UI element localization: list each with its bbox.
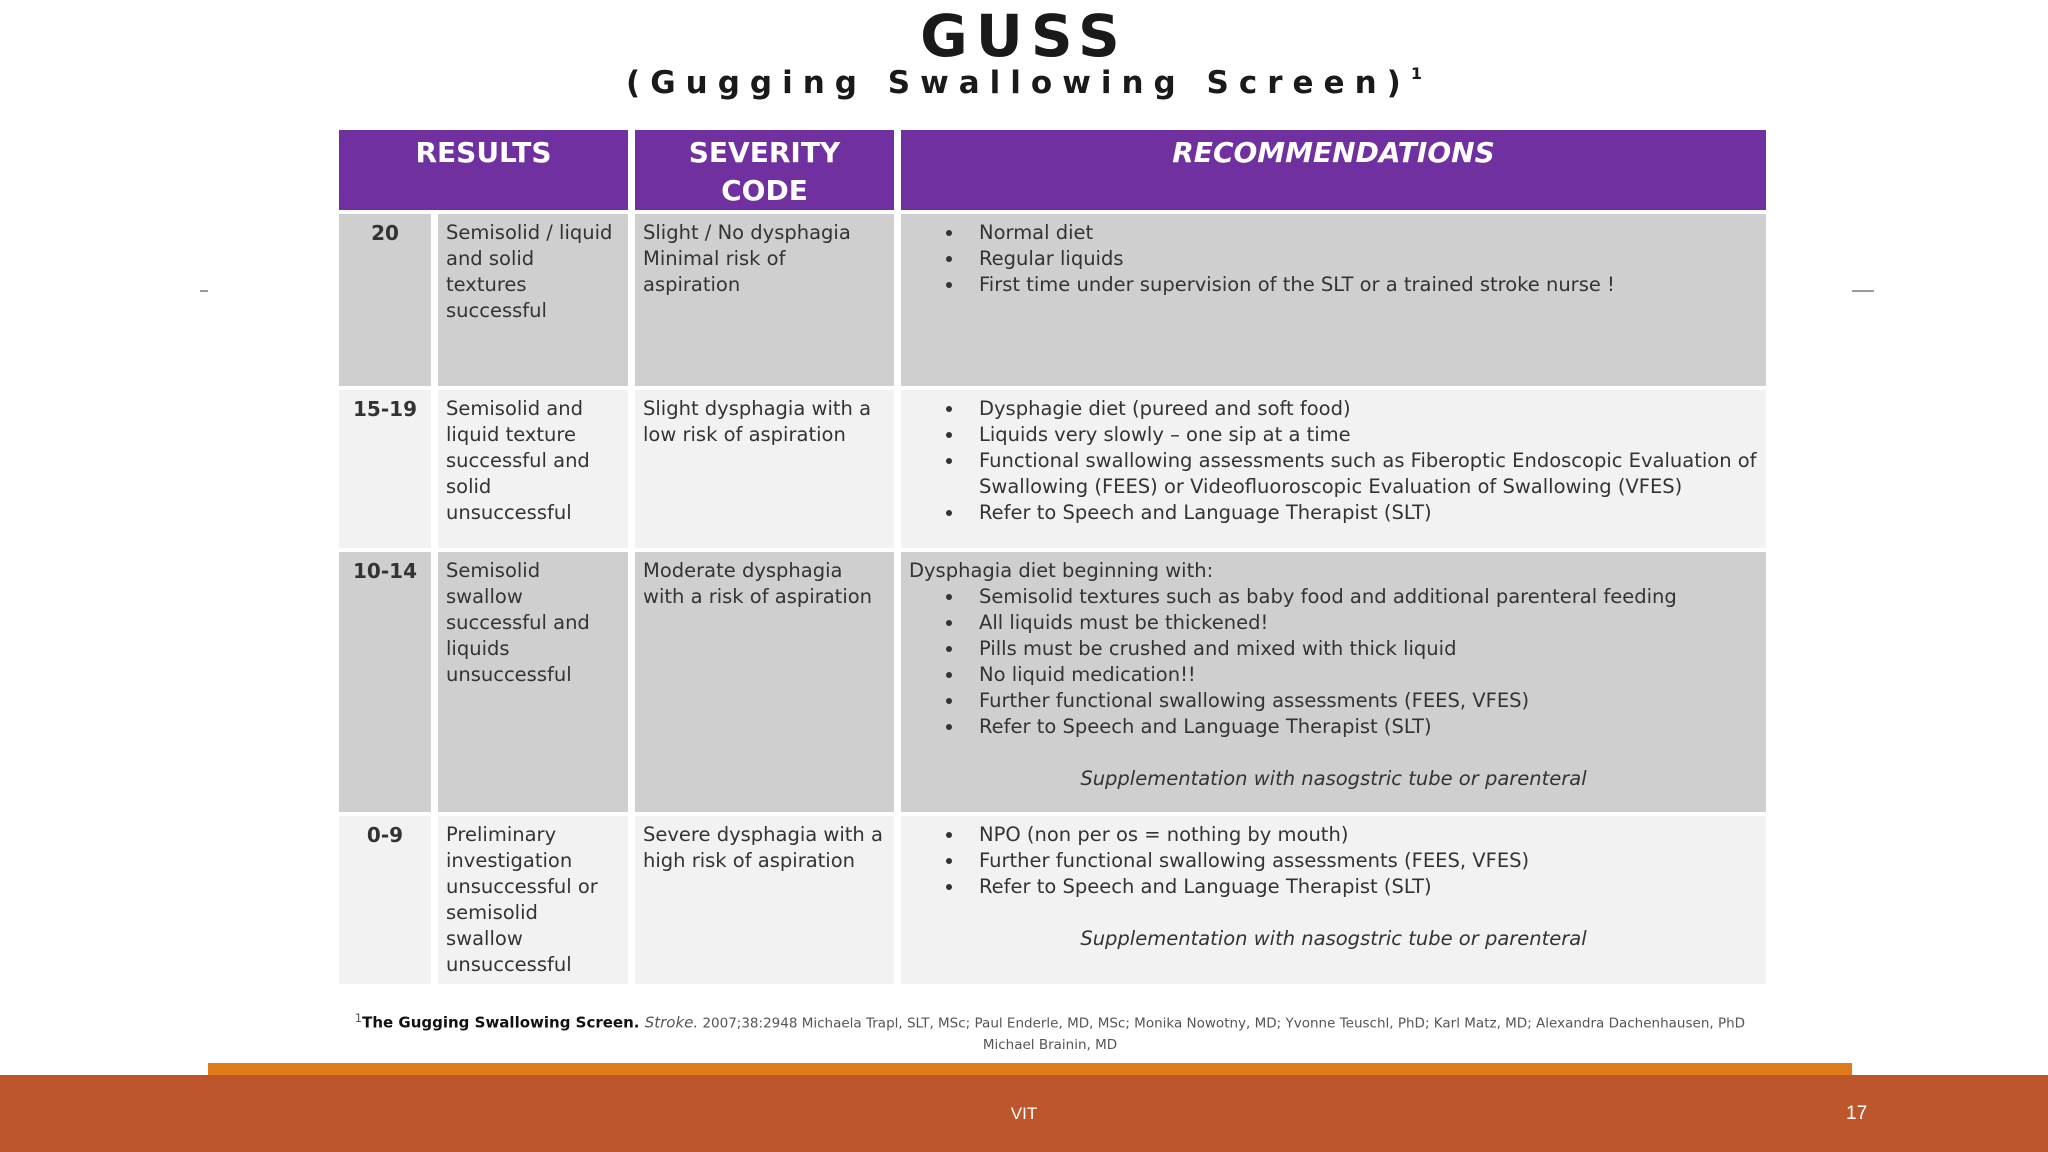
list-item: Refer to Speech and Language Therapist (SLT)	[909, 714, 1758, 740]
page-number: 17	[1846, 1103, 1868, 1124]
row-severity: Moderate dysphagia with a risk of aspiration	[635, 552, 894, 812]
list-item: All liquids must be thickened!	[909, 610, 1758, 636]
guss-table	[332, 126, 1773, 988]
recommendation-note: Supplementation with nasogstric tube or parenteral	[1080, 927, 1587, 950]
citation-footnote: $^1$The Gugging Swallowing Screen. Stroke. 2007;38:2948 Michaela Trapl, SLT, MSc; Paul Enderle, MD, MSc; Monika Nowotny, MD; Yvonne Teuschl, PhD; Karl Matz, MD; Alexandra Dachenhausen, PhD Michael Brainin, MD	[354, 1012, 1746, 1053]
row-result: Semisolid swallow successful and liquids unsuccessful	[438, 552, 628, 812]
table-header-row	[339, 130, 1766, 210]
table-row	[339, 214, 1766, 386]
list-item: Further functional swallowing assessments (FEES, VFES)	[909, 848, 1758, 874]
slide-subtitle	[0, 64, 2048, 101]
list-item: Pills must be crushed and mixed with thick liquid	[909, 636, 1758, 662]
list-item: Normal diet	[909, 220, 1758, 246]
list-item: Semisolid textures such as baby food and additional parenteral feeding	[909, 584, 1758, 610]
table-row	[339, 816, 1766, 984]
recommendation-list	[909, 584, 1758, 740]
list-item: Liquids very slowly – one sip at a time	[909, 422, 1758, 448]
row-result: Semisolid and liquid texture successful and solid unsuccessful	[438, 390, 628, 548]
footnote-citation: 2007;38:2948 Michaela Trapl, SLT, MSc; Paul Enderle, MD, MSc; Monika Nowotny, MD; Yvonne Teuschl, PhD; Karl Matz, MD; Alexandra Dachenhausen, PhD Michael Brainin, MD	[702, 1015, 1746, 1053]
footnote-marker: 1	[354, 1012, 363, 1025]
list-item: First time under supervision of the SLT or a trained stroke nurse !	[909, 272, 1758, 298]
row-score: 15-19	[339, 390, 431, 548]
right-edge-mark	[1852, 290, 1874, 292]
subtitle-text: (Gugging Swallowing Screen)	[626, 65, 1411, 101]
recommendation-list	[909, 220, 1758, 298]
row-score: 0-9	[339, 816, 431, 984]
row-recommendations	[901, 390, 1766, 548]
list-item: Refer to Speech and Language Therapist (SLT)	[909, 500, 1758, 526]
list-item: Dysphagie diet (pureed and soft food)	[909, 396, 1758, 422]
row-result: Preliminary investigation unsuccessful or semisolid swallow unsuccessful	[438, 816, 628, 984]
header-recommendations: RECOMMENDATIONS	[901, 130, 1766, 210]
footer-text: VIT	[1010, 1104, 1038, 1123]
row-severity: Slight dysphagia with a low risk of aspiration	[635, 390, 894, 548]
recommendation-list	[909, 822, 1758, 900]
header-severity-code: SEVERITY CODE	[635, 130, 894, 210]
row-recommendations	[901, 214, 1766, 386]
recommendation-intro: Dysphagia diet beginning with:	[909, 559, 1214, 582]
list-item: Functional swallowing assessments such as Fiberoptic Endoscopic Evaluation of Swallowing (FEES) or Videofluoroscopic Evaluation of Swallowing (VFES)	[909, 448, 1758, 500]
header-results: RESULTS	[339, 130, 628, 210]
table-row	[339, 390, 1766, 548]
subtitle-footnote-marker: 1	[1410, 64, 1422, 83]
list-item: No liquid medication!!	[909, 662, 1758, 688]
recommendation-note: Supplementation with nasogstric tube or parenteral	[1080, 767, 1587, 790]
recommendation-list	[909, 396, 1758, 526]
table-row	[339, 552, 1766, 812]
row-score: 10-14	[339, 552, 431, 812]
footnote-title: The Gugging Swallowing Screen	[362, 1013, 634, 1032]
list-item: Refer to Speech and Language Therapist (SLT)	[909, 874, 1758, 900]
list-item: Further functional swallowing assessments (FEES, VFES)	[909, 688, 1758, 714]
row-score: 20	[339, 214, 431, 386]
row-severity: Severe dysphagia with a high risk of aspiration	[635, 816, 894, 984]
row-recommendations	[901, 552, 1766, 812]
footer-accent-line	[208, 1063, 1852, 1075]
left-edge-mark	[200, 290, 208, 292]
list-item: NPO (non per os = nothing by mouth)	[909, 822, 1758, 848]
row-result: Semisolid / liquid and solid textures successful	[438, 214, 628, 386]
list-item: Regular liquids	[909, 246, 1758, 272]
row-recommendations	[901, 816, 1766, 984]
footnote-journal: Stroke.	[644, 1013, 699, 1032]
row-severity: Slight / No dysphagia Minimal risk of aspiration	[635, 214, 894, 386]
slide-title: GUSS	[920, 2, 1128, 70]
